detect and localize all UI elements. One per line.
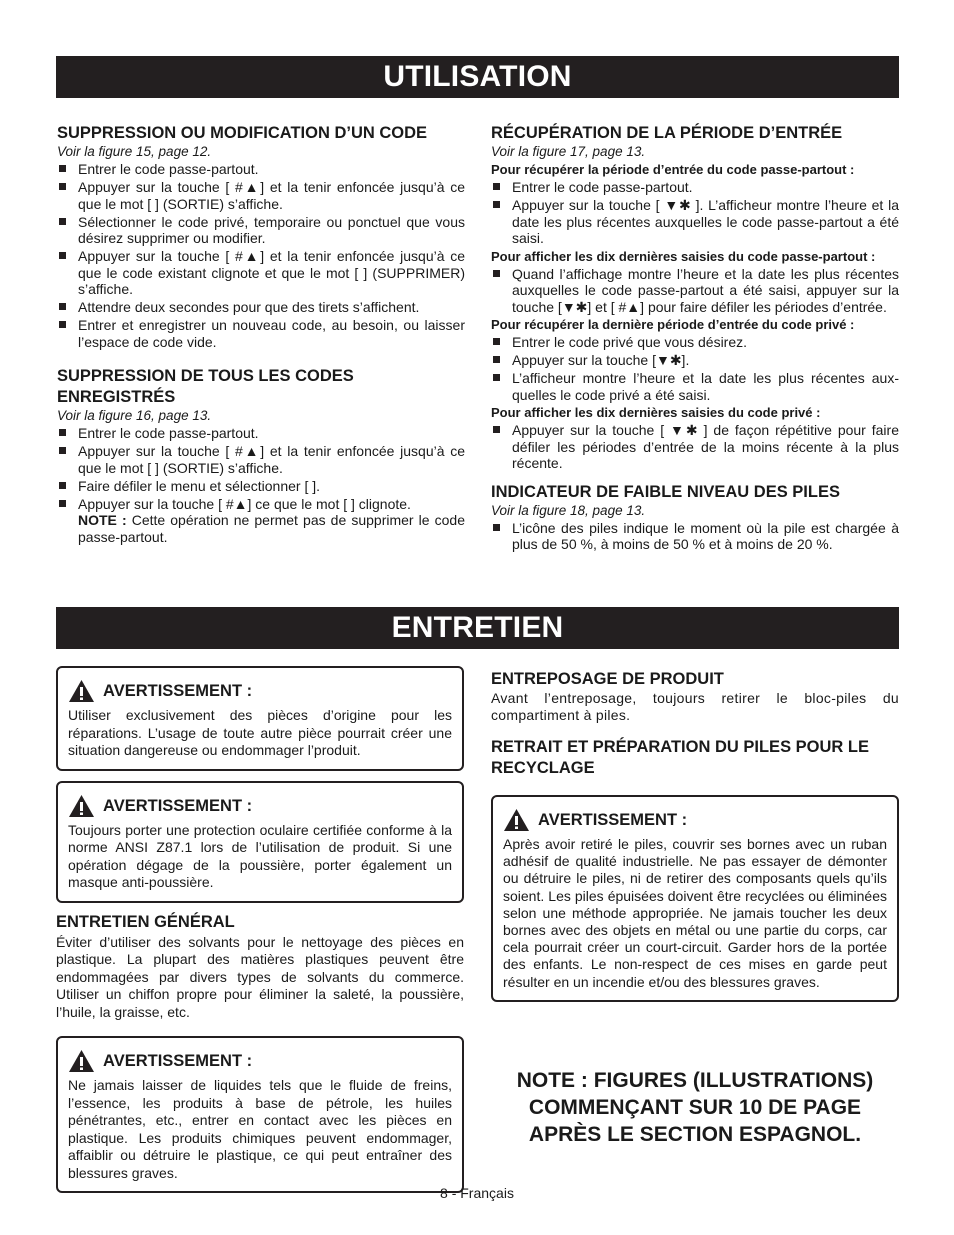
figure-reference: Voir la figure 17, page 13. [491, 144, 646, 159]
warning-box [491, 795, 899, 1002]
section-banner-utilisation: UTILISATION [56, 56, 899, 98]
list-item: Faire défiler le menu et sélectionner [ ]. [57, 478, 465, 495]
subheading: Pour afficher les dix dernières saisies du code passe-partout : [491, 248, 876, 264]
warning-box [56, 1036, 464, 1193]
figure-reference: Voir la figure 16, page 13. [57, 408, 212, 423]
list-item: Entrer le code passe-partout. [57, 425, 465, 442]
list-item: L’afficheur montre l’heure et la date les plus récentes auxquelles le code privé a été saisi. [491, 370, 899, 403]
heading-general-maintenance: ENTRETIEN GÉNÉRAL [56, 912, 235, 931]
heading-low-battery-indicator: INDICATEUR DE FAIBLE NIVEAU DES PILES [491, 482, 840, 501]
list-item: L’icône des piles indique le moment où la pile est chargée à plus de 50 %, à moins de 50 % et à moins de 20 %. [491, 520, 899, 553]
list-item: Appuyer sur la touche [ #▲] et la tenir enfoncée jusqu’à ce que le mot [ ] (SORTIE) s’affiche. [57, 443, 465, 476]
entretien-right-column [491, 669, 899, 1002]
list-item-text: Appuyer sur la touche [ #▲] ce que le mot [ ] clignote. [78, 495, 411, 512]
list-item: Attendre deux secondes pour que des tirets s’affichent. [57, 299, 465, 316]
warning-text: Après avoir retiré le piles, couvrir ses bornes avec un ruban adhésif de qualité industrielle. Ne pas essayer de démonter ou détruire le piles, ni de retirer des composants quels qu’ils soient. Les piles épuisées doivent être recyclées ou éliminées selon une méthode appropriée. Ne jamais toucher les deux bornes avec des objets en métal ou une partie du corps, car cela pourrait créer un court-circuit. Garder hors de la portée des enfants. Le non-respect de ces mises en garde peut résulter en un incendie et/ou des blessures graves. [503, 836, 887, 990]
list-item: Sélectionner le code privé, temporaire ou ponctuel que vous désirez supprimer ou modifier. [57, 214, 465, 247]
figure-reference: Voir la figure 15, page 12. [57, 144, 212, 159]
paragraph: Éviter d’utiliser des solvants pour le nettoyage des pièces en plastique. La plupart des matières plastiques peuvent être endommagées par divers types de solvants du commerce. Utiliser un chiffon propre pour éliminer la saleté, la poussière, l’huile, la graisse, etc. [56, 933, 464, 1020]
list-item: Appuyer sur la touche [ #▲] et la tenir enfoncée jusqu’à ce que le code existant clignote et que le mot [ ] (SUPPRIMER) s’affiche. [57, 248, 465, 298]
heading-battery-recycling: RETRAIT ET PRÉPARATION DU PILES POUR LE RECYCLAGE [491, 738, 869, 777]
warning-title: AVERTISSEMENT : [103, 1052, 253, 1070]
warning-text: Utiliser exclusivement des pièces d’origine pour les réparations. L’usage de toute autre pièce pourrait créer une situation dangereuse ou endommager l’produit. [68, 707, 452, 758]
warning-triangle-icon [503, 808, 530, 832]
warning-triangle-icon [68, 1049, 95, 1073]
list-item: Entrer le code passe-partout. [57, 161, 465, 178]
warning-title: AVERTISSEMENT : [103, 796, 253, 815]
note-text: Cette opération ne permet pas de supprimer le code passe-partout. [78, 512, 465, 545]
subheading: Pour récupérer la période d’entrée du code passe-partout : [491, 162, 855, 177]
heading-delete-all-codes: SUPPRESSION DE TOUS LES CODES ENREGISTRÉS [57, 367, 354, 406]
list-item: Appuyer sur la touche [ ▼✱ ]. L’afficheur montre l’heure et la date les plus récentes auxquelles le code passe-partout a été saisi. [491, 197, 899, 247]
section-banner-entretien: ENTRETIEN [56, 607, 899, 649]
list-item: Entrer le code privé que vous désirez. [491, 334, 899, 351]
note-label: NOTE : [78, 512, 127, 528]
warning-text: Ne jamais laisser de liquides tels que le fluide de freins, l’essence, les produits à base de pétrole, les huiles pénétrantes, etc., entrer en contact avec les pièces en plastique. Les produits chimiques peuvent endommager, affaiblir ou détruire le plastique, ce qui peut entraîner des blessures graves. [68, 1077, 452, 1181]
warning-title: AVERTISSEMENT : [103, 682, 253, 700]
warning-triangle-icon [68, 794, 95, 818]
warning-box [56, 666, 464, 771]
list-item: Entrer le code passe-partout. [491, 179, 899, 196]
list-item: Appuyer sur la touche [▼✱]. [491, 352, 899, 369]
subheading: Pour récupérer la dernière période d’entrée du code privé : [491, 317, 855, 332]
list-item: Entrer et enregistrer un nouveau code, au besoin, ou laisser l’espace de code vide. [57, 317, 465, 350]
paragraph: Avant l’entreposage, toujours retirer le bloc-piles du compartiment à piles. [491, 690, 899, 723]
heading-retrieve-entry-period: RÉCUPÉRATION DE LA PÉRIODE D’ENTRÉE [491, 124, 843, 142]
entretien-left-column [56, 666, 464, 1193]
bullet-list [57, 425, 465, 545]
bullet-list [57, 161, 465, 350]
list-item: Appuyer sur la touche [ #▲] et la tenir enfoncée jusqu’à ce que le mot [ ] (SORTIE) s’affiche. [57, 179, 465, 212]
warning-text: Toujours porter une protection oculaire certifiée conforme à la norme ANSI Z87.1 lors de l’utilisation de produit. Si une opération dégage de la poussière, porter également un masque anti-poussière. [68, 821, 452, 890]
heading-product-storage: ENTREPOSAGE DE PRODUIT [491, 670, 724, 688]
warning-title: AVERTISSEMENT : [538, 811, 688, 829]
bullet-list [491, 179, 899, 247]
bullet-list [491, 520, 899, 553]
figures-note: NOTE : FIGURES (ILLUSTRATIONS) COMMENÇANT SUR 10 DE PAGE APRÈS LE SECTION ESPAGNOL. [516, 1069, 874, 1146]
bullet-list [491, 422, 899, 472]
utilisation-right-column [491, 123, 899, 554]
page-footer: 8 - Français [440, 1185, 514, 1201]
heading-delete-modify-code: SUPPRESSION OU MODIFICATION D’UN CODE [57, 124, 428, 142]
utilisation-left-column [57, 123, 465, 547]
list-item [57, 496, 465, 546]
warning-triangle-icon [68, 679, 95, 703]
warning-box [56, 781, 464, 903]
subheading: Pour afficher les dix dernières saisies du code privé : [491, 405, 821, 420]
bullet-list [491, 334, 899, 403]
bullet-list [491, 266, 899, 316]
list-item: Quand l’affichage montre l’heure et la date les plus récentes auxquelles le code passe-partout a été saisi, appuyer sur la touche [▼✱] et [ #▲] pour faire défiler les périodes d’entrée. [491, 266, 899, 316]
figure-reference: Voir la figure 18, page 13. [491, 502, 646, 518]
list-item: Appuyer sur la touche [ ▼✱ ] de façon répétitive pour faire défiler les périodes d’entrée de la moins récente à la plus récente. [491, 422, 899, 472]
